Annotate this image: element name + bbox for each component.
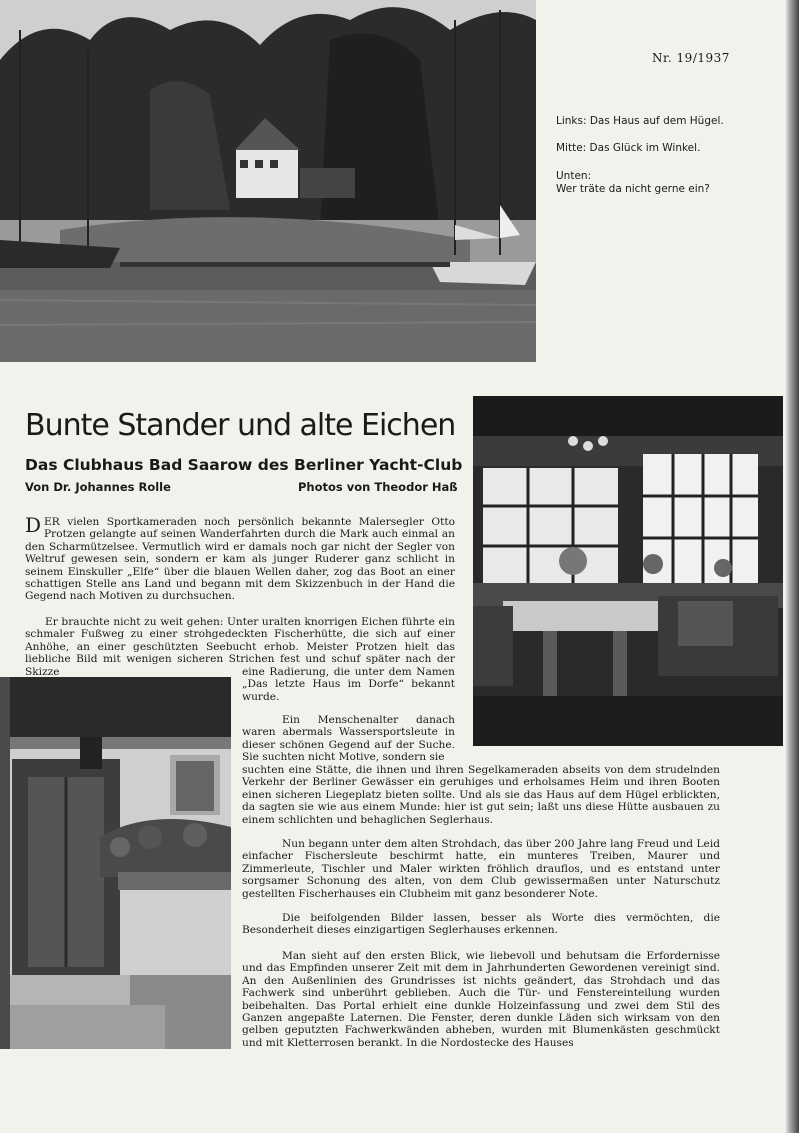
caption-left: Links: Das Haus auf dem Hügel.	[556, 115, 724, 127]
photo-interior-corner	[473, 396, 783, 746]
photo-credit: Photos von Theodor Haß	[298, 480, 458, 494]
caption-middle: Mitte: Das Glück im Winkel.	[556, 142, 701, 154]
paragraph-2b: eine Radierung, die unter dem Namen „Das letzte Haus im Dorfe“ bekannt wurde.	[242, 666, 455, 703]
photo-house-on-hill	[0, 0, 536, 362]
paragraph-6: Man sieht auf den ersten Blick, wie liebevoll und behutsam die Erfordernisse und das Empfinden unserer Zeit mit dem in Jahrhunderten Gewordenen vereinigt sind. An den Außenlinien des Grundrisses ist nichts geändert, das Strohdach und das Fachwerk sind unberührt geblieben. Auch die Tür- und Fenstereinteilung wurden beibehalten. Das Portal erhielt eine dunkle Holzeinfassung und zwei dem Stil des Ganzen angepaßte Laternen. Die Fenster, deren dunkle Läden sich wirksam von den gelben geputzten Fachwerkwänden abheben, wurden mit Blumenkästen geschmückt und mit Kletterrosen berankt. In die Nordostecke des Hauses	[242, 950, 720, 1049]
article-author: Von Dr. Johannes Rolle	[25, 480, 171, 494]
page-edge-strip	[786, 0, 799, 1133]
paragraph-1	[25, 513, 455, 603]
issue-number: Nr. 19/1937	[652, 51, 730, 65]
article-subtitle: Das Clubhaus Bad Saarow des Berliner Yacht-Club	[25, 456, 463, 474]
paragraph-5: Die beifolgenden Bilder lassen, besser als Worte dies vermöchten, die Besonderheit dieses einzigartigen Seglerhauses erkennen.	[242, 912, 720, 937]
photo-doorway	[0, 677, 231, 1049]
caption-bottom-label: Unten:	[556, 170, 592, 182]
paragraph-3b: suchten eine Stätte, die ihnen und ihren Segelkameraden abseits von dem strudelnden Verkehr der Berliner Gewässer ein geruhiges und erholsames Heim und ihren Booten einen sicheren Liegeplatz bieten sollte. Und als sie das Haus auf dem Hügel erblickten, da sagten sie wie aus einem Munde: hier ist gut sein; laßt uns diese Hütte ausbauen zu einem schlichten und behaglichen Seglerhaus.	[242, 764, 720, 826]
paragraph-4: Nun begann unter dem alten Strohdach, das über 200 Jahre lang Freud und Leid einfacher Fischersleute beschirmt hatte, ein munteres Treiben, Maurer und Zimmerleute, Tischler und Maler wirkten fröhlich drauflos, und es entstand unter sorgsamer Schonung des alten, von dem Club gewissermaßen unter Naturschutz gestellten Fischerhauses ein Clubheim mit ganz besonderer Note.	[242, 838, 720, 900]
drop-cap: D	[25, 513, 42, 537]
article-title: Bunte Stander und alte Eichen	[25, 408, 456, 443]
caption-bottom-text: Wer träte da nicht gerne ein?	[556, 183, 710, 195]
paragraph-1-text: ER vielen Sportkameraden noch persönlich bekannte Malersegler Otto Protzen gelangte auf seinen Wanderfahrten durch die Mark auch einmal an den Scharmützelsee. Vermutlich wird er damals noch gar nicht der Segler von Weltruf gewesen sein, sondern er kam als junger Ruderer ganz schlicht in seinem Einskuller „Elfe“ über die blauen Wellen daher, zog das Boot an einer schattigen Stelle ans Land und begann mit dem Skizzenbuch in der Hand die Gegend nach Motiven zu durchsuchen.	[25, 516, 455, 603]
paragraph-3a: Ein Menschenalter danach waren abermals Wassersportsleute in dieser schönen Gegend auf der Suche. Sie suchten nicht Motive, sondern sie	[242, 714, 455, 764]
paragraph-2a: Er brauchte nicht zu weit gehen: Unter uralten knorrigen Eichen führte ein schmaler Fußweg zu einer strohgedeckten Fischerhütte, die sich auf einer Anhöhe, an einer geschützten Seebucht erhob. Meister Protzen hielt das liebliche Bild mit wenigen sicheren Strichen fest und schuf später nach der Skizze	[25, 616, 455, 678]
